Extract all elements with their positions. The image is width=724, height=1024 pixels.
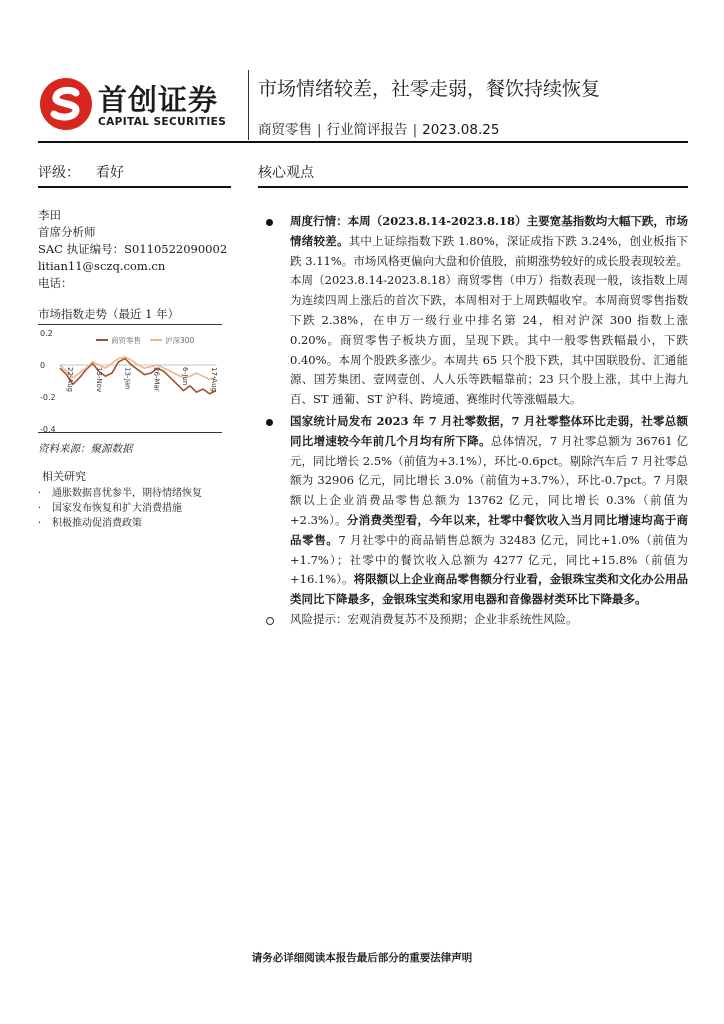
x-tick-label: 17-Aug [210,367,218,392]
report-title: 市场情绪较差，社零走弱，餐饮持续恢复 [258,78,601,100]
rating-value: 看好 [96,165,124,181]
header-divider [248,70,249,140]
y-tick-label: -0.2 [40,393,56,402]
y-tick-label: 0 [40,361,46,370]
chart-bottom-rule [38,432,222,433]
sector-label: 商贸零售 [258,122,312,138]
x-tick-label: 13-Jan [123,367,132,390]
bullet-icon [266,419,273,426]
header-rule [38,141,688,143]
x-tick-label: 13-Nov [94,367,103,393]
analyst-phone: 电话： [38,276,73,290]
related-item[interactable]: · 国家发布恢复和扩大消费措施 [38,503,182,514]
legend-label: 商贸零售 [111,336,141,345]
related-item[interactable]: · 积极推动促消费政策 [38,518,142,529]
logo-english-name: CAPITAL SECURITIES [98,116,227,128]
related-research-list [38,486,202,531]
report-date: 2023.08.25 [422,122,500,138]
y-tick-label: 0.2 [40,329,53,338]
legal-footer: 请务必详细阅读本报告最后部分的重要法律声明 [251,952,473,964]
logo-chinese-name: 首创证券 [98,83,219,117]
chart-title: 市场指数走势（最近 1 年） [38,307,180,321]
paragraph-weekly-market: 周度行情：本周（2023.8.14-2023.8.18）主要宽基指数均大幅下跌，市场情绪较差。其中上证综指数下跌 1.80%，深证成指下跌 3.24%，创业板指下跌 3.11%。市场风格更偏向大盘和价值股，前期涨势较好的成长股表现较差。本周（2023.8.14-2023.8.18）商贸零售（申万）指数表现一般，该指数上周为连续四周上涨后的首次下跌，本周相对于上周跌幅收窄。本周商贸零售指数下跌 2.38%，在申万一级行业中排名第 24，相对沪深 300 指数上涨 0.20%。商贸零售子板块方面，呈现下跌。其中一般零售跌幅最小，下跌 0.40%。本周个股跌多涨少。本周共 65 只个股下跌，其中国联股份、汇通能源、国芳集团、壹网壹创、人人乐等跌幅靠前；23 只个股上涨，其中上海九百、ST 通葡、ST 沪科、跨境通、赛维时代等涨幅最大。 [262,212,688,410]
report-type: 行业简评报告 [326,122,408,138]
y-tick-label: -0.4 [40,425,56,432]
analyst-info [38,207,227,292]
right-section-rule [258,186,688,188]
x-tick-label: 6-Jun [181,367,190,386]
series-line-retail [60,359,216,394]
x-tick-label: 26-Mar [152,367,161,392]
left-section-rule [38,186,231,188]
rating-label: 评级： [38,165,80,181]
paragraph-retail-data: 国家统计局发布 2023 年 7 月社零数据，7 月社零整体环比走弱，社零总额同比增速较今年前几个月均有所下降。总体情况，7 月社零总额为 36761 亿元，同比增长 2.5%（前值为+3.1%），环比-0.6pct。剔除汽车后 7 月社零总额为 32906 亿元，同比增长 3.0%（前值为+3.7%），环比-0.7pct。7 月限额以上企业消费品零售总额为 13762 亿元，同比增长 0.3%（前值为+2.3%）。分消费类型看，今年以来，社零中餐饮收入当月同比增速均高于商品零售。7 月社零中的商品销售总额为 32483 亿元，同比+1.0%（前值为+1.7%）；社零中的餐饮收入总额为 4277 亿元，同比+15.8%（前值为+16.1%）。将限额以上企业商品零售额分行业看，金银珠宝类和文化办公用品类同比下降最多，金银珠宝类和家用电器和音像器材类环比下降最多。 [262,412,688,610]
hollow-bullet-icon [266,617,274,625]
report-subtitle: 商贸零售 | 行业简评报告 | 2023.08.25 [258,118,499,138]
analyst-sac: SAC 执证编号：S0110522090002 [38,242,228,256]
x-tick-label: 22-Aug [66,367,74,392]
market-index-chart [38,325,222,432]
related-item[interactable]: · 通胀数据喜忧参半，期待情绪恢复 [38,488,202,499]
rating [38,162,124,182]
series-line-hs300 [60,357,216,379]
analyst-email[interactable]: litian11@sczq.com.cn [38,259,166,273]
company-logo [38,74,248,134]
analyst-name: 李田 [38,208,61,222]
chart-source: 资料来源：聚源数据 [38,443,133,455]
capital-securities-logo-icon [38,76,94,132]
core-views-body [262,212,688,630]
legend-label: 沪深300 [165,336,195,345]
core-title: 核心观点 [258,165,314,181]
related-research-title: 相关研究 [42,470,86,483]
bullet-icon [266,219,273,226]
paragraph-risk: 风险提示：宏观消费复苏不及预期；企业非系统性风险。 [262,610,688,630]
analyst-role: 首席分析师 [38,225,96,239]
